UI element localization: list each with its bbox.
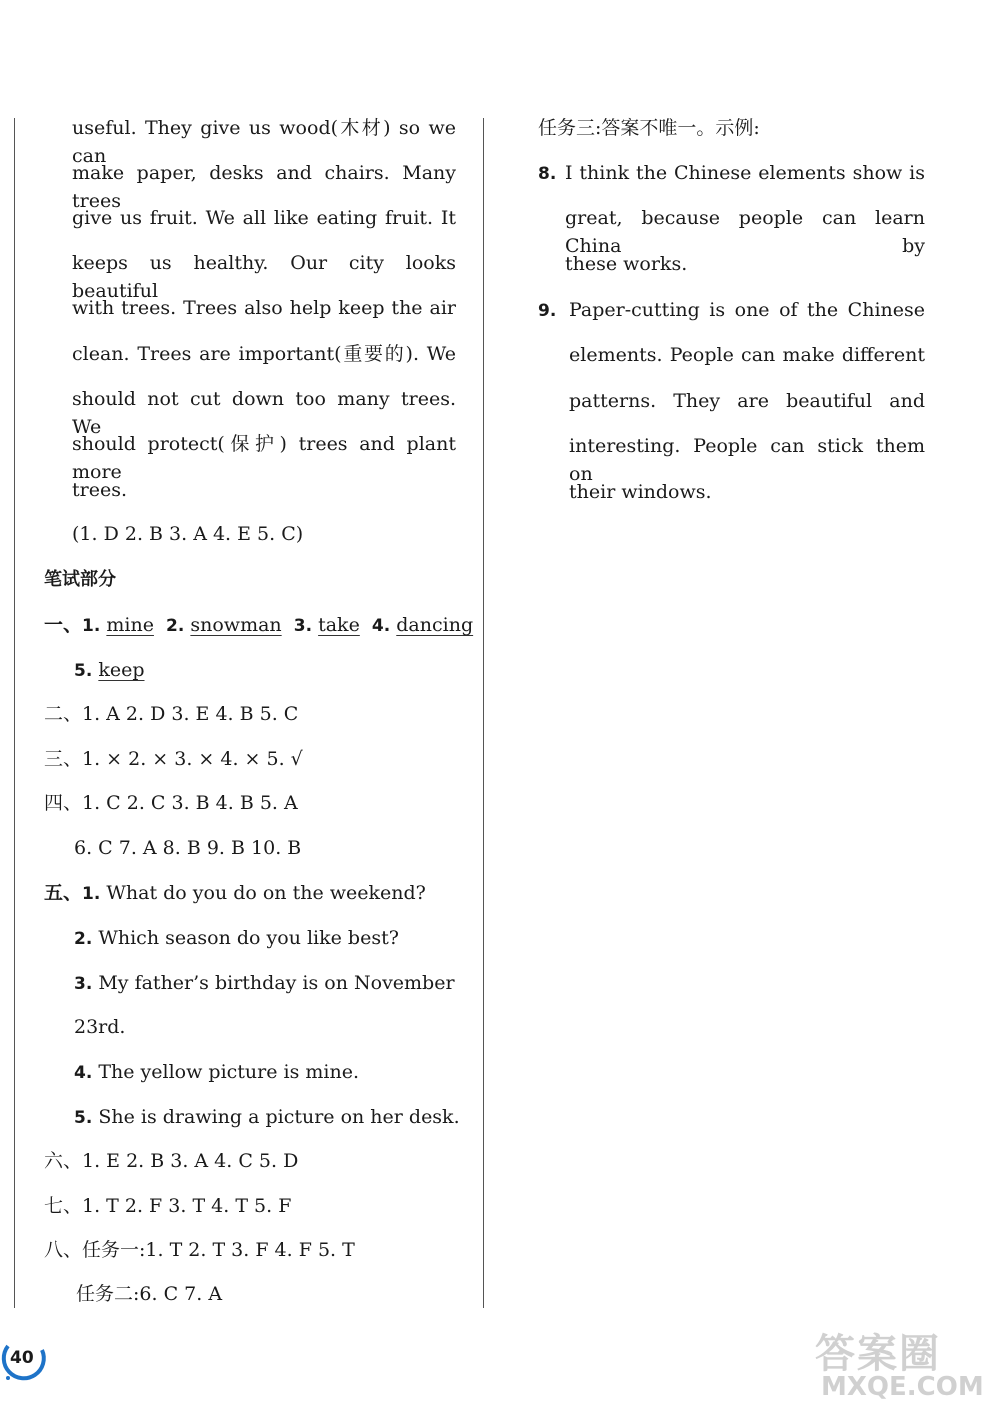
answer-word: mine xyxy=(106,614,154,636)
answer-sentence: What do you do on the weekend? xyxy=(106,882,426,904)
answer-word: snowman xyxy=(190,614,282,636)
item-number: 9. xyxy=(538,301,557,321)
item-number: 3. xyxy=(293,616,313,636)
section-6-answers: 六、1. E 2. B 3. A 4. C 5. D xyxy=(44,1150,299,1172)
section-1-answers xyxy=(44,611,473,640)
section-1-answers-cont xyxy=(74,656,145,685)
essay-line: give us fruit. We all like eating fruit. It xyxy=(72,207,456,229)
answer-sentence: She is drawing a picture on her desk. xyxy=(98,1106,460,1128)
section-8-answers: 八、任务一:1. T 2. T 3. F 4. F 5. T xyxy=(44,1239,355,1261)
section-3-answers: 三、1. × 2. × 3. × 4. × 5. √ xyxy=(44,748,303,770)
essay-line: make paper, desks and chairs. Many trees xyxy=(72,162,456,212)
section-4-answers: 四、1. C 2. C 3. B 4. B 5. A xyxy=(44,792,298,814)
column-divider xyxy=(483,118,484,1308)
answer-sentence: Which season do you like best? xyxy=(98,927,399,949)
essay-line: trees. xyxy=(72,479,127,501)
watermark-title: 答案圈 xyxy=(815,1331,941,1377)
answer-8-number xyxy=(538,159,556,188)
answer-9-line: interesting. People can stick them on xyxy=(569,435,925,485)
essay-line: should protect(保护) trees and plant more xyxy=(72,433,456,483)
answer-word: keep xyxy=(98,659,145,681)
answer-sentence: The yellow picture is mine. xyxy=(98,1061,360,1083)
essay-line: with trees. Trees also help keep the air xyxy=(72,297,456,319)
item-number: 1. xyxy=(82,884,101,904)
section-5-prefix: 五、 xyxy=(44,882,83,904)
section-5-q2 xyxy=(74,924,399,953)
task-3-heading: 任务三:答案不唯一。示例: xyxy=(538,117,760,139)
essay-answer-key: (1. D 2. B 3. A 4. E 5. C) xyxy=(72,523,304,545)
page-number: 40 xyxy=(10,1348,34,1368)
answer-9-line: elements. People can make different xyxy=(569,344,925,366)
watermark xyxy=(815,1322,995,1402)
item-number: 2. xyxy=(166,616,185,636)
answer-9-line: Paper-cutting is one of the Chinese xyxy=(569,299,925,321)
section-5-q1 xyxy=(44,879,426,908)
section-2-answers: 二、1. A 2. D 3. E 4. B 5. C xyxy=(44,703,299,725)
essay-line: useful. They give us wood(木材) so we can xyxy=(72,117,456,167)
answer-word: dancing xyxy=(396,614,474,636)
left-margin-rule xyxy=(14,118,15,1308)
essay-line: clean. Trees are important(重要的). We xyxy=(72,343,456,365)
answer-8-line: I think the Chinese elements show is xyxy=(565,162,925,184)
item-number: 2. xyxy=(74,929,93,949)
essay-line: keeps us healthy. Our city looks beautiful xyxy=(72,252,456,302)
item-number: 4. xyxy=(371,616,391,636)
item-number: 5. xyxy=(74,661,93,681)
written-section-title: 笔试部分 xyxy=(44,569,116,590)
section-5-q3-cont: 23rd. xyxy=(74,1016,126,1038)
item-number: 8. xyxy=(538,164,557,184)
answer-8-line: great, because people can learn China by xyxy=(565,207,925,257)
section-5-q4 xyxy=(74,1058,359,1087)
section-1-prefix: 一、 xyxy=(44,614,83,636)
section-7-answers: 七、1. T 2. F 3. T 4. T 5. F xyxy=(44,1195,292,1217)
answer-9-number xyxy=(538,296,556,325)
answer-9-line: patterns. They are beautiful and xyxy=(569,390,925,412)
essay-line: should not cut down too many trees. We xyxy=(72,388,456,438)
item-number: 5. xyxy=(74,1108,93,1128)
section-4-answers-cont: 6. C 7. A 8. B 9. B 10. B xyxy=(74,837,302,859)
page-number-badge xyxy=(2,1336,46,1384)
watermark-url: MXQE.COM xyxy=(821,1372,984,1402)
item-number: 3. xyxy=(74,974,93,994)
section-5-q3 xyxy=(74,969,455,998)
answer-8-line: these works. xyxy=(565,253,688,275)
item-number: 4. xyxy=(74,1063,93,1083)
section-8-answers-cont: 任务二:6. C 7. A xyxy=(76,1283,223,1305)
item-number: 1. xyxy=(82,616,101,636)
section-5-q5 xyxy=(74,1103,460,1132)
answer-9-line: their windows. xyxy=(569,481,712,503)
answer-word: take xyxy=(318,614,360,636)
answer-sentence: My father’s birthday is on November xyxy=(98,972,455,994)
